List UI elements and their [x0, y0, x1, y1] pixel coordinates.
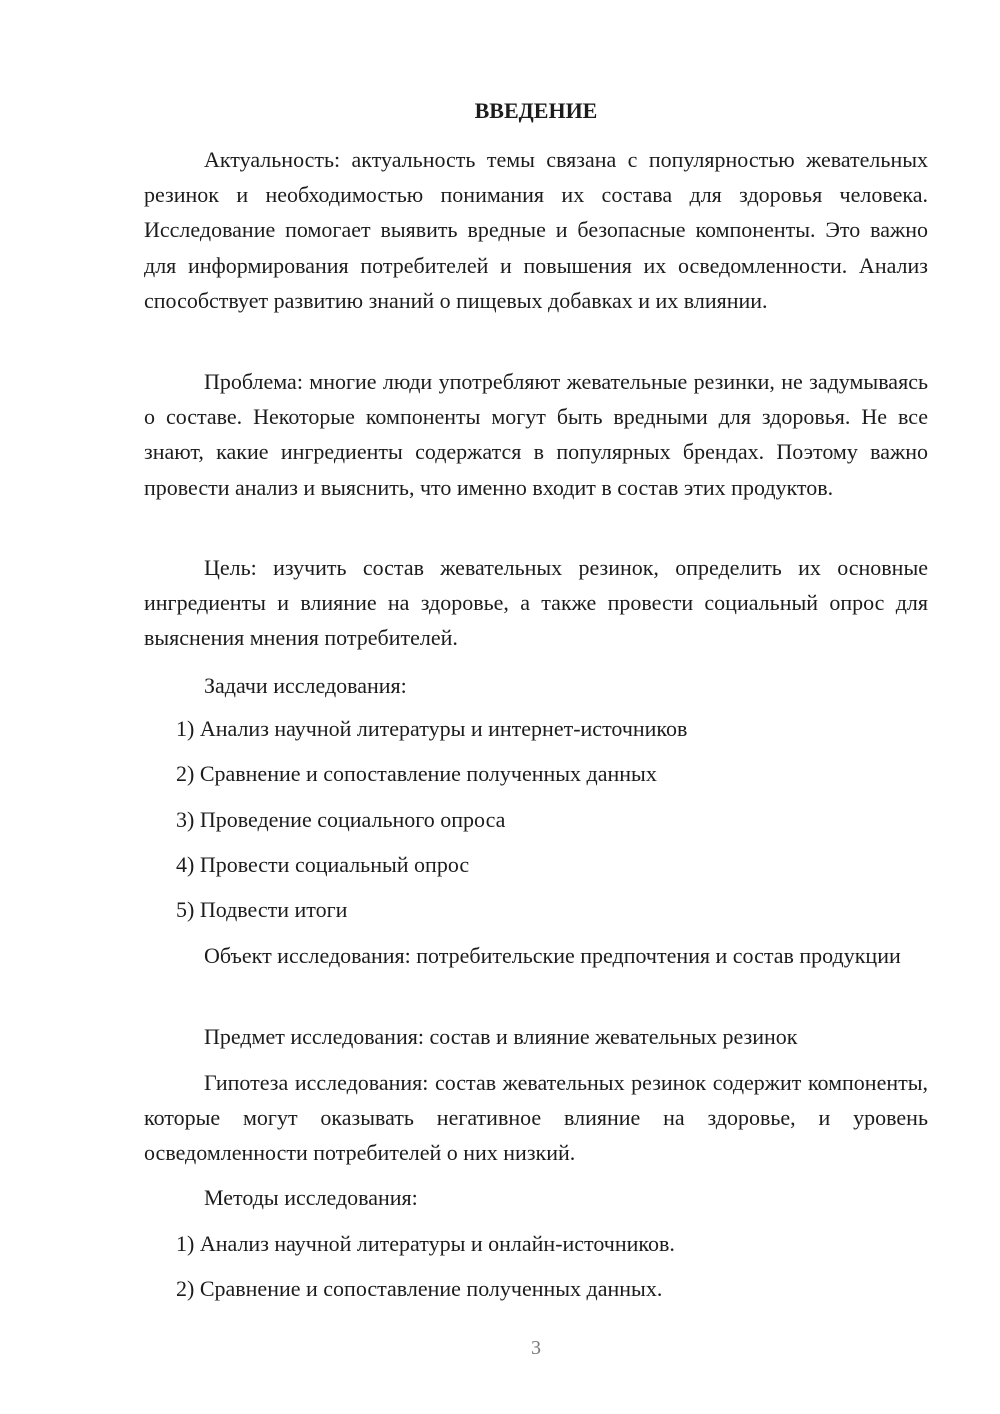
object-paragraph: Объект исследования: потребительские предпочтения и состав продукции: [204, 943, 901, 968]
task-item: 5) Подвести итоги: [176, 897, 348, 922]
page-number: 3: [531, 1337, 541, 1359]
relevance-paragraph: Актуальность: актуальность темы связана с популярностью жевательных резинок и необходимостью понимания их состава для здоровья человека. Исследование помогает выявить вредные и безопасные компоненты. Это важно для информирования потребителей и повышения их осведомленности. Анализ способствует развитию знаний о пищевых добавках и их влиянии.: [144, 147, 928, 313]
task-item: 3) Проведение социального опроса: [176, 807, 506, 832]
task-item: 1) Анализ научной литературы и интернет-источников: [176, 716, 688, 741]
goal-paragraph: Цель: изучить состав жевательных резинок, определить их основные ингредиенты и влияние на здоровье, а также провести социальный опрос для выяснения мнения потребителей.: [144, 555, 928, 651]
methods-heading: Методы исследования:: [204, 1185, 418, 1210]
method-item: 1) Анализ научной литературы и онлайн-источников.: [176, 1231, 675, 1256]
method-item: 2) Сравнение и сопоставление полученных данных.: [176, 1276, 663, 1301]
section-title: ВВЕДЕНИЕ: [474, 98, 598, 123]
task-item: 2) Сравнение и сопоставление полученных данных: [176, 761, 657, 786]
subject-paragraph: Предмет исследования: состав и влияние жевательных резинок: [204, 1024, 798, 1049]
hypothesis-paragraph: Гипотеза исследования: состав жевательных резинок содержит компоненты, которые могут оказывать негативное влияние на здоровье, и уровень осведомленности потребителей о них низкий.: [144, 1070, 928, 1166]
tasks-heading: Задачи исследования:: [204, 673, 407, 698]
task-item: 4) Провести социальный опрос: [176, 852, 470, 877]
problem-paragraph: Проблема: многие люди употребляют жевательные резинки, не задумываясь о составе. Некоторые компоненты могут быть вредными для здоровья. Не все знают, какие ингредиенты содержатся в популярных брендах. Поэтому важно провести анализ и выяснить, что именно входит в состав этих продуктов.: [144, 369, 928, 500]
